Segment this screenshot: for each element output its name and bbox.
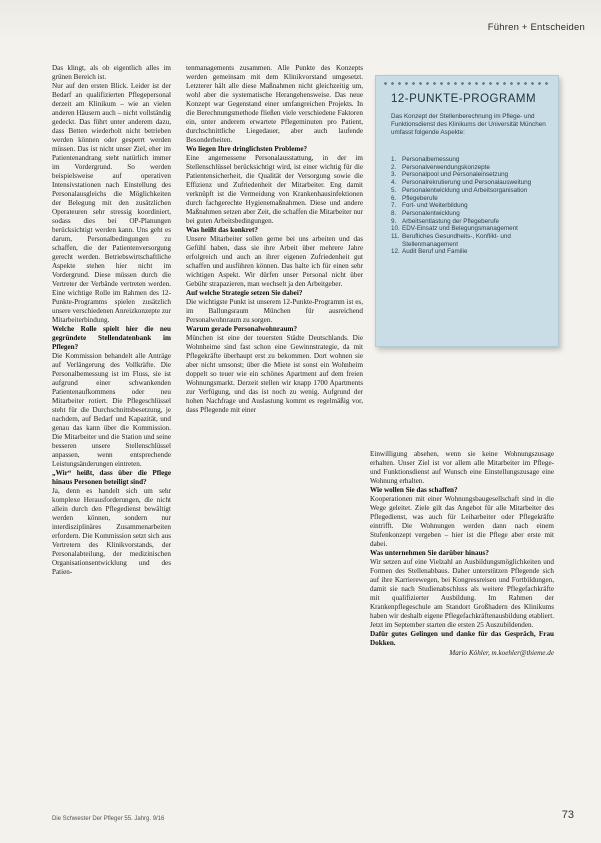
interview-question: Was unternehmen Sie darüber hinaus?	[370, 549, 489, 557]
program-item	[391, 156, 551, 164]
section-heading: Führen + Entscheiden	[487, 22, 585, 33]
program-item	[391, 233, 551, 248]
interview-question: Warum gerade Personalwohnraum?	[186, 325, 298, 333]
program-item	[391, 248, 551, 256]
program-item-label: Arbeitsentlastung der Pflegeberufe	[402, 217, 499, 225]
author-signature: Mario Köhler, m.koehler@thieme.de	[449, 649, 554, 657]
header-band	[0, 0, 601, 42]
article-column-3	[370, 450, 554, 658]
program-item-number: 11.	[391, 233, 400, 241]
program-item-label: Personalrekrutierung und Personalausweitung	[402, 179, 532, 187]
program-item-number: 7.	[391, 202, 397, 210]
program-item	[391, 225, 551, 233]
program-item-label: EDV-Einsatz und Belegungsmanagement	[402, 225, 518, 233]
program-item	[391, 179, 551, 187]
program-item-label: Personalentwicklung	[402, 209, 460, 217]
program-item	[391, 210, 551, 218]
program-item-label: Fort- und Weiterbildung	[402, 202, 468, 210]
program-item	[391, 202, 551, 210]
program-item	[391, 218, 551, 226]
program-item-number: 6.	[391, 194, 397, 202]
interview-question: Dafür gutes Gelingen und danke für das Gespräch, Frau Dokken.	[370, 630, 554, 647]
program-item-label: Personalverwendungskonzepte	[402, 163, 490, 171]
program-item	[391, 171, 551, 179]
body-paragraph: Die wichtigste Punkt ist unserem 12-Punkte-Programm ist es, im Ballungsraum München für ausreichend Personalwohnraum zu sorgen.	[186, 298, 363, 324]
interview-question: Wie wollen Sie das schaffen?	[370, 486, 458, 494]
body-paragraph: Einwilligung absehen, wenn sie keine Wohnungszusage erhalten. Unser Ziel ist vor allem alle Mitarbeiter im Pflege- und Funktionsdienst auf Wunsch eine Einstellungszusage eine Wohnung erhalten.	[370, 450, 554, 485]
program-item	[391, 187, 551, 195]
page-number: 73	[561, 809, 574, 821]
perforation-decoration	[382, 81, 552, 86]
program-list	[391, 156, 551, 256]
program-item-number: 3.	[391, 171, 397, 179]
article-column-2	[186, 64, 363, 415]
program-item-label: Pflegeberufe	[402, 194, 438, 202]
program-item-label: Personalbemessung	[402, 156, 460, 163]
body-paragraph: Wir setzen auf eine Vielzahl an Ausbildungsmöglichkeiten und Formen des Stellenabbaus. Daher unterstützen Pflegende sich auf ihre Karrierewegen, bei Kongressreisen und Fortbildungen, damit sie nach Studienabschluss als weitere Pflegefachkräfte mit qualifizierter Ausbildung. Im Rahmen der Krankenpflegeschule am Standort Großhadern des Klinikums haben wir deshalb eigene Pflegefachkräftenausbildung etabliert. Jetzt im September starten die ersten 25 Auszubildenden.	[370, 558, 554, 629]
body-paragraph: tenmanagements zusammen. Alle Punkte des Konzepts werden gemeinsam mit dem Klinikvorstand umgesetzt. Letzterer hält alle diese Maßnahmen nicht gleichzeitig um, wohl aber die systematische Herangehensweise. Das neue Konzept war Gegenstand einer umfangreichen Projekts. In die Berechnungsmethode fließen viele verschiedene Faktoren ein, unter anderem erwartete Pflegeminuten pro Patient, durchschnittliche Liegedauer, aber auch laufende Besonderheiten.	[186, 64, 363, 144]
program-item	[391, 195, 551, 203]
program-item	[391, 164, 551, 172]
interview-question: „Wir“ heißt, dass über die Pflege hinaus Personen beteiligt sind?	[52, 469, 171, 486]
program-item-number: 1.	[391, 156, 397, 163]
program-item-number: 8.	[391, 209, 397, 217]
body-paragraph: Unsere Mitarbeiter sollen gerne bei uns arbeiten und das Gefühl haben, dass sie ihre Arbeit über mehrere Jahre erfolgreich und auch an ihrer eigenen Zufriedenheit gut schaffen und ausführen können. Das halte ich für einen sehr wichtigen Aspekt. Wir dürfen unser Personal nicht über Gebühr strapazieren, man wechselt ja den Arbeitgeber.	[186, 235, 363, 288]
interview-question: Wo liegen Ihre dringlichsten Probleme?	[186, 145, 308, 153]
program-item-number: 4.	[391, 179, 397, 187]
body-paragraph: Das klingt, als ob eigentlich alles im grünen Bereich ist.	[52, 64, 171, 81]
sidebar-intro: Das Konzept der Stellenberechnung im Pflege- und Funktionsdienst des Klinikums der Universität München umfasst folgende Aspekte:	[391, 113, 546, 136]
body-paragraph: Kooperationen mit einer Wohnungsbaugesellschaft sind in die Wege geleitet. Ziele gilt das Angebot für alle Mitarbeiter des Pflegedienst, was auch für Leiharbeiter oder Pflegekräfte eintrifft. Die Wohnungen werden dann nach einem Stufenkonzept vergeben – hier ist die Pflege aber erste mit dabei.	[370, 495, 554, 548]
program-item-number: 9.	[391, 217, 397, 225]
body-paragraph: Ja, denn es handelt sich um sehr komplexe Herausforderungen, die nicht allein durch den Pflegedienst bewältigt werden können, sondern nur interdisziplinäres Zusammenarbeiten erfordern. Die Kommission setzt sich aus Vertretern des Klinikvorstands, der Personalabteilung, der medizinischen Organisationsentwicklung und des Patien-	[52, 487, 171, 576]
interview-question: Auf welche Strategie setzen Sie dabei?	[186, 289, 303, 297]
body-paragraph: München ist eine der teuersten Städte Deutschlands. Die Wohnheime sind fast schon eine Gewinnstrategie, da mit Pflegekräfte überhaupt erst zu bekommen. Dort wohnen sie aber nicht umsonst; über die Miete ist sonst ein Wohnheim doppelt so teuer wie ein schönes Apartment auf dem freien Wohnungsmarkt. Derzeit stellen wir knapp 1700 Apartments zur Verfügung, und das ist noch zu wenig. Aufgrund der hohen Nachfrage und Auslastung kommt es regelmäßig vor, dass Pflegende mit einer	[186, 334, 363, 414]
footer-journal: Die Schwester Der Pfleger 55. Jahrg. 9/16	[52, 816, 165, 822]
program-item-number: 5.	[391, 186, 397, 194]
program-item-number: 10.	[391, 225, 400, 233]
program-item-number: 2.	[391, 163, 397, 171]
article-column-1	[52, 64, 171, 577]
body-paragraph: Nur auf den ersten Blick. Leider ist der Bedarf an qualifizierten Pflegepersonal derzeit am Klinikum – wie an vielen anderen Häusern auch – nicht vollständig gedeckt. Das führt unter anderem dazu, dass Betten wiederholt nicht betrieben werden können oder gesperrt werden müssen. Das ist nicht unser Ziel, eher im Patientenandrang steht natürlich immer im Vordergrund. So werden beispielsweise auf operativen Intensivstationen nach Einstellung des Personalausgleichs die Möglichkeiten der Belegung mit den zusätzlichen Operateuren sehr stressig koordiniert, sodass dies bei OP-Planungen berücksichtigt werden kann. Uns geht es darum, Personalbedingungen zu schaffen, die der Patientenversorgung gerecht werden. Betriebswirtschaftliche Aspekte stehen hier nicht im Vordergrund. Diese müssen durch die Vertreter der Verbände vertreten werden. Eine wichtige Rolle im Rahmen des 12-Punkte-Programms spielen zusätzlich unsere verschiedenen Anreizkonzepte zur Mitarbeiterbindung.	[52, 82, 171, 324]
interview-question: Welche Rolle spielt hier die neu gegründete Stellendatenbank im Pflegen?	[52, 325, 171, 351]
program-item-label: Audit Beruf und Familie	[402, 248, 468, 256]
program-sidebar-box	[375, 75, 559, 347]
body-paragraph: Die Kommission behandelt alle Anträge auf Verlängerung des Vollkräfte. Die Personalbemessung ist im Fluss, sie ist aufgrund einer schwankenden Patientenaufkommens oder neu Mitarbeiter rotiert. Die Pflegeschlüssel steht für die Durchschnittsbesetzung, je nachdem, auf Bedarf und Kapazität, und genau das kann über die Kommission. Die Mitarbeiter und die Station und seine besseren unsere Stellenschlüssel anpassen, wenn entsprechende Leistungsänderungen eintreten.	[52, 352, 171, 468]
program-item-label: Berufliches Gesundheits-, Konflikt- und Stellenmanagement	[402, 233, 511, 248]
interview-question: Was heißt das konkret?	[186, 226, 258, 234]
program-item-number: 12.	[391, 248, 400, 256]
sidebar-title: 12-PUNKTE-PROGRAMM	[391, 93, 537, 105]
program-item-label: Personalentwicklung und Arbeitsorganisation	[402, 186, 528, 194]
program-item-label: Personalpool und Personaleinsetzung	[402, 171, 509, 179]
body-paragraph: Eine angemessene Personalausstattung, in der im Stellenschlüssel berücksichtigt wird, ist einer wichtig für die Patientensicherheit, die Qualität der Versorgung sowie die Effizienz und Zufriedenheit der Mitarbeiter. Eng damit verknüpft ist die Vermeidung von Krankenhausinfektionen durch fachgerechte Hygienemaßnahmen. Diese und andere Maßnahmen setzen aber Zeit, die schaffen die Mitarbeiter nur bei guten Arbeitsbedingungen.	[186, 154, 363, 225]
